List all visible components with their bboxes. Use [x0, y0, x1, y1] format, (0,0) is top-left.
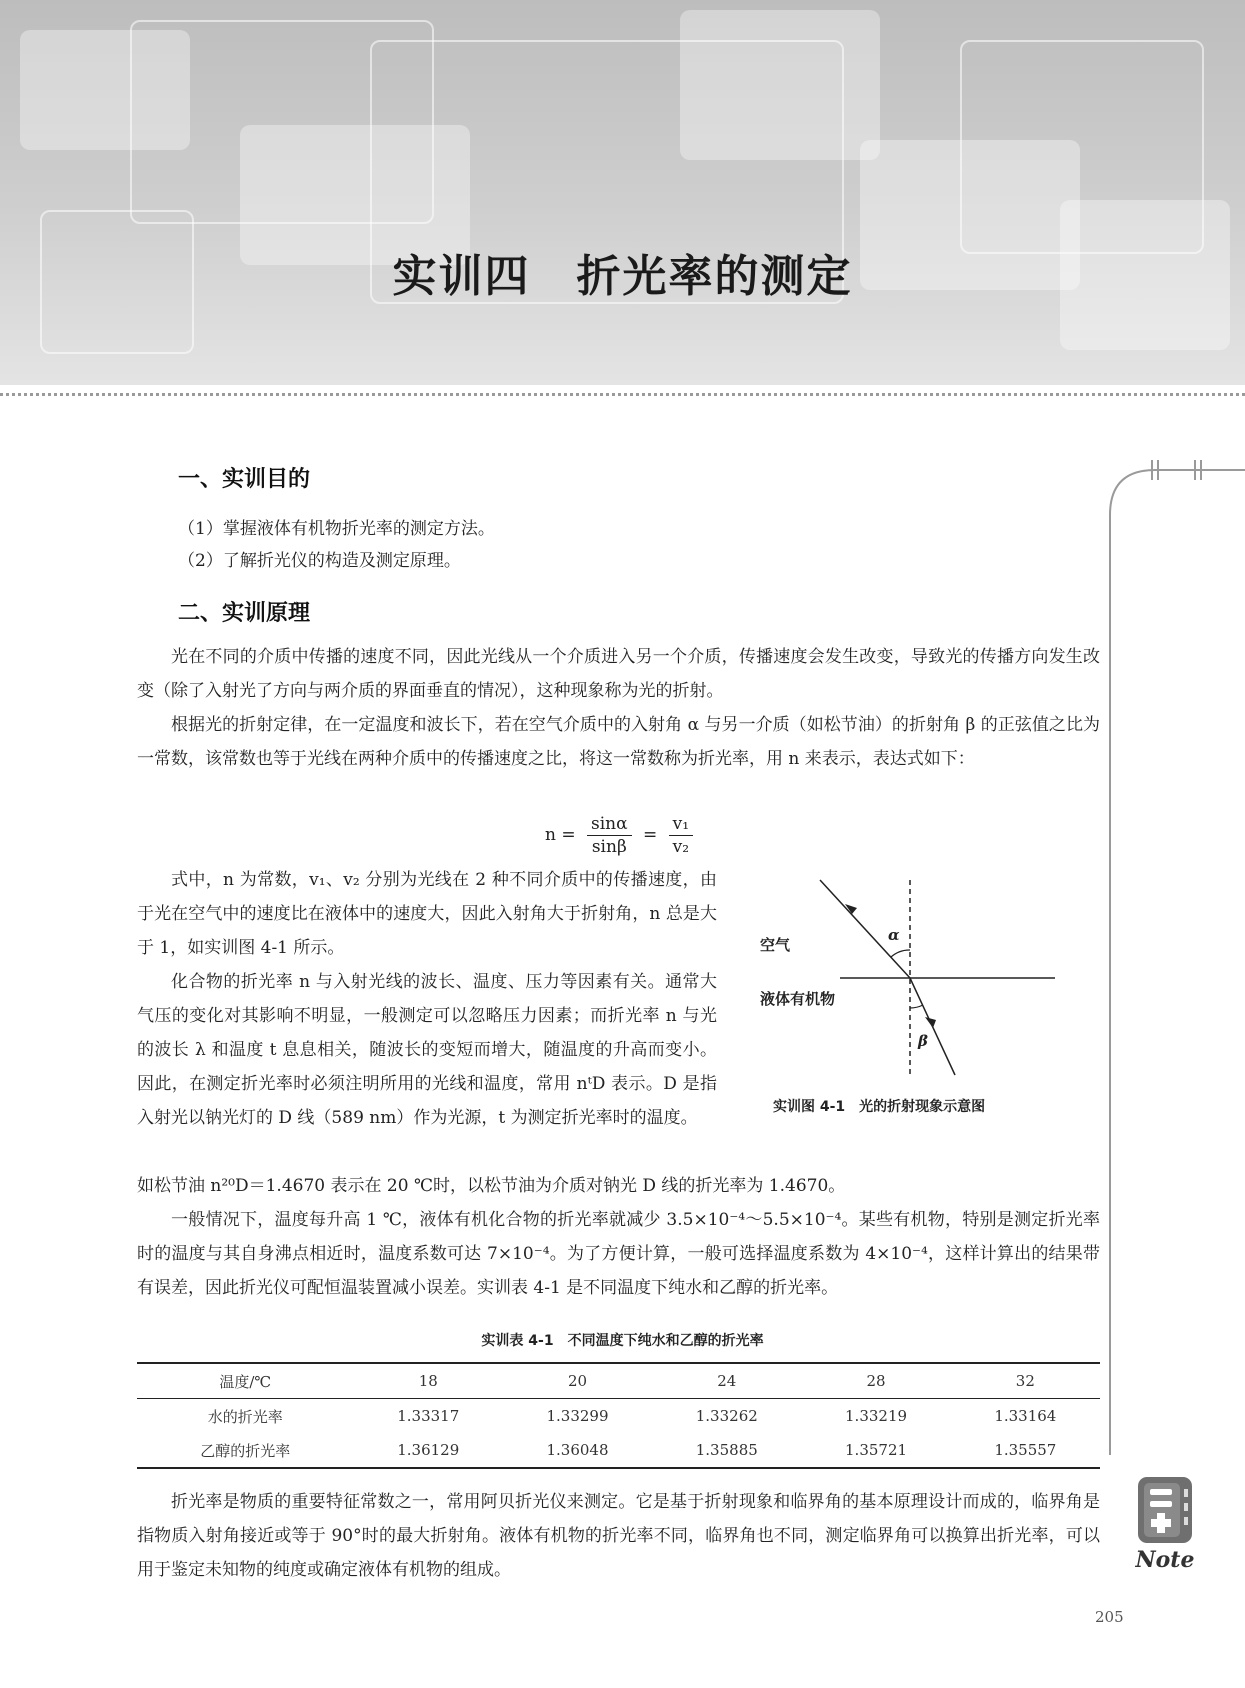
- label-air: 空气: [760, 936, 791, 954]
- section-heading-objectives: 一、实训目的: [178, 467, 311, 492]
- alpha-arc: [891, 950, 910, 957]
- table-row: [137, 1433, 1100, 1468]
- paragraph-influencing-factors: 化合物的折光率 n 与入射光线的波长、温度、压力等因素有关。通常大气压的变化对其影响不明显，一般测定可以忽略压力因素；而折光率 n 与光的波长 λ 和温度 t 息息相关，随波长的变短而增大，随温度的升高而变小。因此，在测定折光率时必须注明所用的光线和温度，常用 nᵗD 表示。D 是指入射光以钠光灯的 D 线（589 nm）作为光源，t 为测定折光率时的温度。: [137, 972, 717, 1128]
- beta-arc: [910, 1005, 923, 1008]
- figure-caption: 实训图 4-1 光的折射现象示意图: [773, 1099, 986, 1115]
- header-temperature: 温度/℃: [219, 1372, 272, 1391]
- table-cell: 1.33317: [397, 1407, 460, 1425]
- formula-numerator-v: v₁: [669, 814, 693, 836]
- note-icon: [1130, 1475, 1200, 1585]
- label-beta: β: [918, 1032, 928, 1050]
- banner-divider: [0, 393, 1245, 396]
- label-liquid-organic: 液体有机物: [760, 990, 836, 1008]
- formula-denominator-v: v₂: [672, 837, 690, 857]
- table-cell: 1.33262: [695, 1407, 758, 1425]
- objective-item-1: （1）掌握液体有机物折光率的测定方法。: [178, 519, 495, 539]
- refraction-diagram-svg: [740, 870, 1070, 1100]
- table-cell: 1.35885: [695, 1441, 758, 1459]
- formula-lhs: n =: [545, 825, 576, 845]
- paragraph-abbe-refractometer: 折光率是物质的重要特征常数之一，常用阿贝折光仪来测定。它是基于折射现象和临界角的基本原理设计而成的，临界角是指物质入射角接近或等于 90°时的最大折射角。液体有机物的折光率不同，临界角也不同，测定临界角可以换算出折光率，可以用于鉴定未知物的纯度或确定液体有机物的组成。: [137, 1492, 1100, 1580]
- table-cell: 1.33219: [845, 1407, 908, 1425]
- refractive-index-formula: [545, 814, 699, 857]
- margin-rule: [1100, 455, 1245, 1455]
- table-cell: 1.33299: [546, 1407, 609, 1425]
- label-alpha: α: [888, 926, 900, 944]
- paragraph-formula-explanation: 式中，n 为常数，v₁、v₂ 分别为光线在 2 种不同介质中的传播速度，由于光在空气中的速度比在液体中的速度大，因此入射角大于折射角，n 总是大于 1，如实训图 4-1 所示。: [137, 870, 717, 958]
- note-label: Note: [1135, 1547, 1195, 1573]
- header-temp-24: 24: [717, 1372, 737, 1390]
- objective-item-2: （2）了解折光仪的构造及测定原理。: [178, 551, 461, 571]
- refractive-index-table: [137, 1362, 1100, 1469]
- table-cell: 1.35721: [845, 1441, 908, 1459]
- paragraph-refraction-intro: 光在不同的介质中传播的速度不同，因此光线从一个介质进入另一个介质，传播速度会发生改变，导致光的传播方向发生改变（除了入射光了方向与两介质的界面垂直的情况），这种现象称为光的折射。: [137, 647, 1100, 701]
- formula-velocity-ratio: [669, 814, 693, 857]
- formula-sine-ratio: [587, 814, 632, 857]
- paragraph-refraction-law: 根据光的折射定律，在一定温度和波长下，若在空气介质中的入射角 α 与另一介质（如松节油）的折射角 β 的正弦值之比为一常数，该常数也等于光线在两种介质中的传播速度之比，将这一常数称为折光率，用 n 来表示，表达式如下：: [137, 715, 1100, 769]
- row-label-ethanol: 乙醇的折光率: [200, 1441, 291, 1460]
- paragraph-temperature-coefficient: 一般情况下，温度每升高 1 ℃，液体有机化合物的折光率就减少 3.5×10⁻⁴～5.5×10⁻⁴。某些有机物，特别是测定折光率时的温度与其自身沸点相近时，温度系数可达 7×10⁻⁴。为了方便计算，一般可选择温度系数为 4×10⁻⁴，这样计算出的结果带有误差，因此折光仪可配恒温装置减小误差。实训表 4-1 是不同温度下纯水和乙醇的折光率。: [137, 1210, 1100, 1298]
- table-header-row: [137, 1363, 1100, 1399]
- table-cell: 1.35557: [994, 1441, 1057, 1459]
- header-temp-32: 32: [1015, 1372, 1035, 1390]
- section-heading-principle: 二、实训原理: [178, 601, 311, 626]
- table-caption: 实训表 4-1 不同温度下纯水和乙醇的折光率: [481, 1333, 764, 1349]
- paragraph-turpentine-example: 如松节油 n²⁰D＝1.4670 表示在 20 ℃时，以松节油为介质对钠光 D 线的折光率为 1.4670。: [137, 1176, 846, 1196]
- table-cell: 1.36048: [546, 1441, 609, 1459]
- formula-numerator-sin: sinα: [587, 814, 632, 836]
- table-cell: 1.33164: [994, 1407, 1057, 1425]
- refraction-diagram: [740, 870, 1070, 1100]
- header-temp-20: 20: [567, 1372, 588, 1390]
- page-number: 205: [1095, 1608, 1124, 1626]
- header-temp-18: 18: [418, 1372, 438, 1390]
- row-label-water: 水的折光率: [207, 1407, 283, 1426]
- header-temp-28: 28: [866, 1372, 886, 1390]
- table-row: [137, 1399, 1100, 1434]
- chapter-banner: [0, 0, 1245, 385]
- refracted-arrow: [925, 1017, 936, 1028]
- formula-denominator-sin: sinβ: [591, 837, 627, 857]
- table-cell: 1.36129: [397, 1441, 460, 1459]
- chapter-title: 实训四 折光率的测定: [392, 251, 853, 302]
- formula-equals: =: [643, 825, 658, 845]
